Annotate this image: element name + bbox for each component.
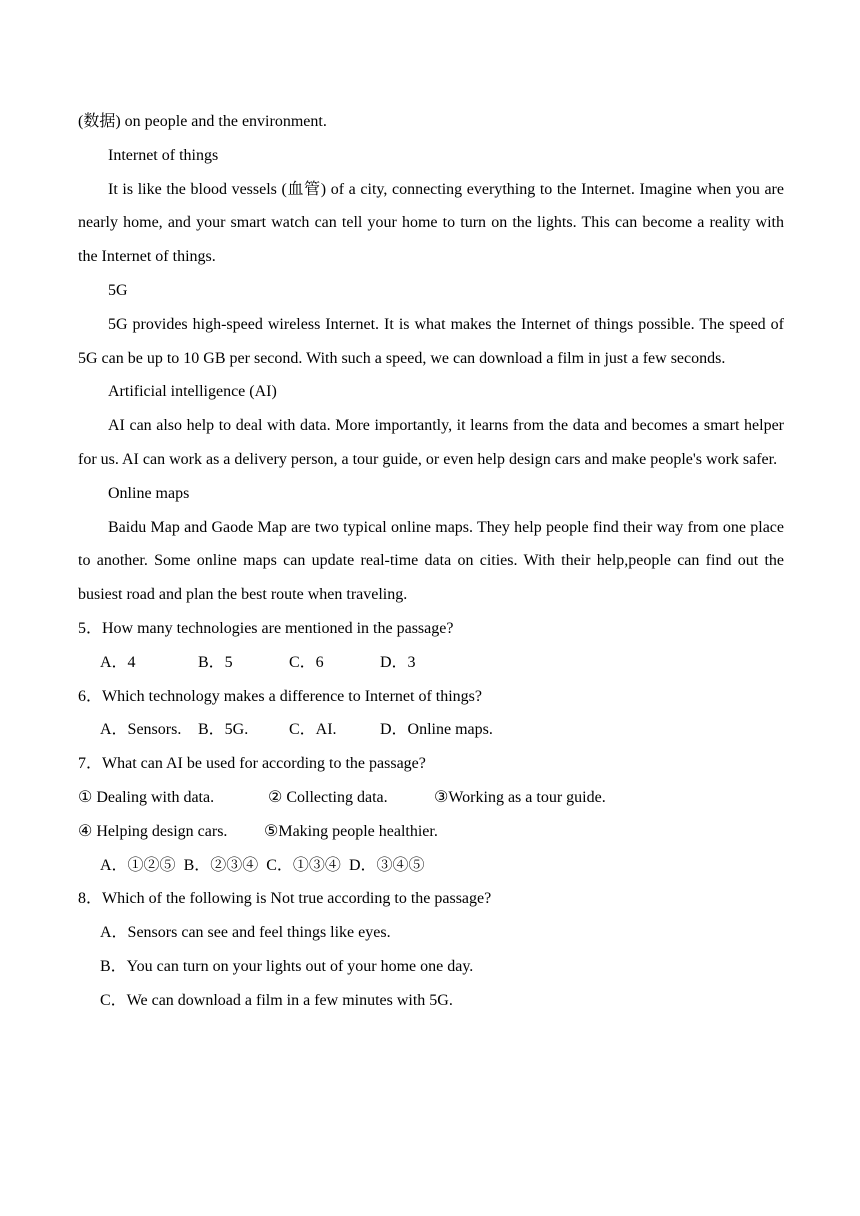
question-7-item-2: ② Collecting data. — [268, 788, 388, 806]
question-7-item-4: ④ Helping design cars. — [78, 822, 228, 840]
question-8-option-a[interactable]: A．Sensors can see and feel things like eyes. — [100, 924, 391, 942]
passage-line: (数据) on people and the environment. — [78, 113, 327, 130]
question-6-options — [78, 713, 784, 747]
paragraph-5g: 5G provides high-speed wireless Internet. It is what makes the Internet of things possible. The speed of 5G can be up to 10 GB per second. With such a speed, we can download a film in just a few seconds. — [78, 315, 784, 367]
question-8-option-b[interactable]: B．You can turn on your lights out of your home one day. — [100, 957, 474, 975]
question-5-option-c[interactable]: C．6 — [289, 653, 324, 671]
question-6-option-b[interactable]: B．5G. — [198, 721, 249, 739]
paragraph-iot: It is like the blood vessels (血管) of a city, connecting everything to the Internet. Imagine when you are nearly home, and your smart watch can tell your home to turn on the lights. This can become a reality with the Internet of things. — [78, 180, 784, 266]
question-7-option-d[interactable]: D．③④⑤ — [348, 856, 425, 874]
question-7-items-row-2 — [78, 815, 784, 849]
page-content — [78, 105, 784, 1018]
question-5-option-b[interactable]: B．5 — [198, 653, 233, 671]
question-6-option-a[interactable]: A．Sensors. — [100, 721, 182, 739]
question-7-item-5: ⑤Making people healthier. — [264, 822, 438, 840]
question-7-items-row-1 — [78, 781, 784, 815]
question-5-stem: 5．How many technologies are mentioned in the passage? — [78, 619, 454, 637]
question-8-stem: 8．Which of the following is Not true according to the passage? — [78, 890, 492, 908]
paragraph-ai: AI can also help to deal with data. More importantly, it learns from the data and becomes a smart helper for us. AI can work as a delivery person, a tour guide, or even help design cars and make people's work safer. — [78, 417, 784, 468]
question-8-option-c[interactable]: C．We can download a film in a few minutes with 5G. — [100, 991, 453, 1009]
question-7-option-b[interactable]: B．②③④ — [183, 856, 259, 874]
question-7-item-1: ① Dealing with data. — [78, 788, 215, 806]
paragraph-maps: Baidu Map and Gaode Map are two typical online maps. They help people find their way from one place to another. Some online maps can update real-time data on cities. With their help,people can find out the busiest road and plan the best route when traveling. — [78, 518, 784, 604]
section-heading-iot: Internet of things — [108, 146, 219, 164]
question-5-option-d[interactable]: D．3 — [380, 653, 416, 671]
section-heading-5g: 5G — [108, 281, 128, 299]
question-6-option-d[interactable]: D．Online maps. — [380, 721, 493, 739]
section-heading-ai: Artificial intelligence (AI) — [108, 383, 277, 401]
question-5-options — [78, 646, 784, 680]
section-heading-maps: Online maps — [108, 484, 190, 502]
question-7-item-3: ③Working as a tour guide. — [434, 788, 606, 806]
question-7-option-c[interactable]: C．①③④ — [266, 856, 341, 874]
question-7-option-a[interactable]: A．①②⑤ — [100, 856, 176, 874]
question-7-stem: 7．What can AI be used for according to the passage? — [78, 755, 426, 773]
question-6-option-c[interactable]: C．AI. — [289, 721, 337, 739]
question-5-option-a[interactable]: A．4 — [100, 653, 136, 671]
question-6-stem: 6．Which technology makes a difference to Internet of things? — [78, 687, 483, 705]
question-7-options — [78, 849, 784, 883]
